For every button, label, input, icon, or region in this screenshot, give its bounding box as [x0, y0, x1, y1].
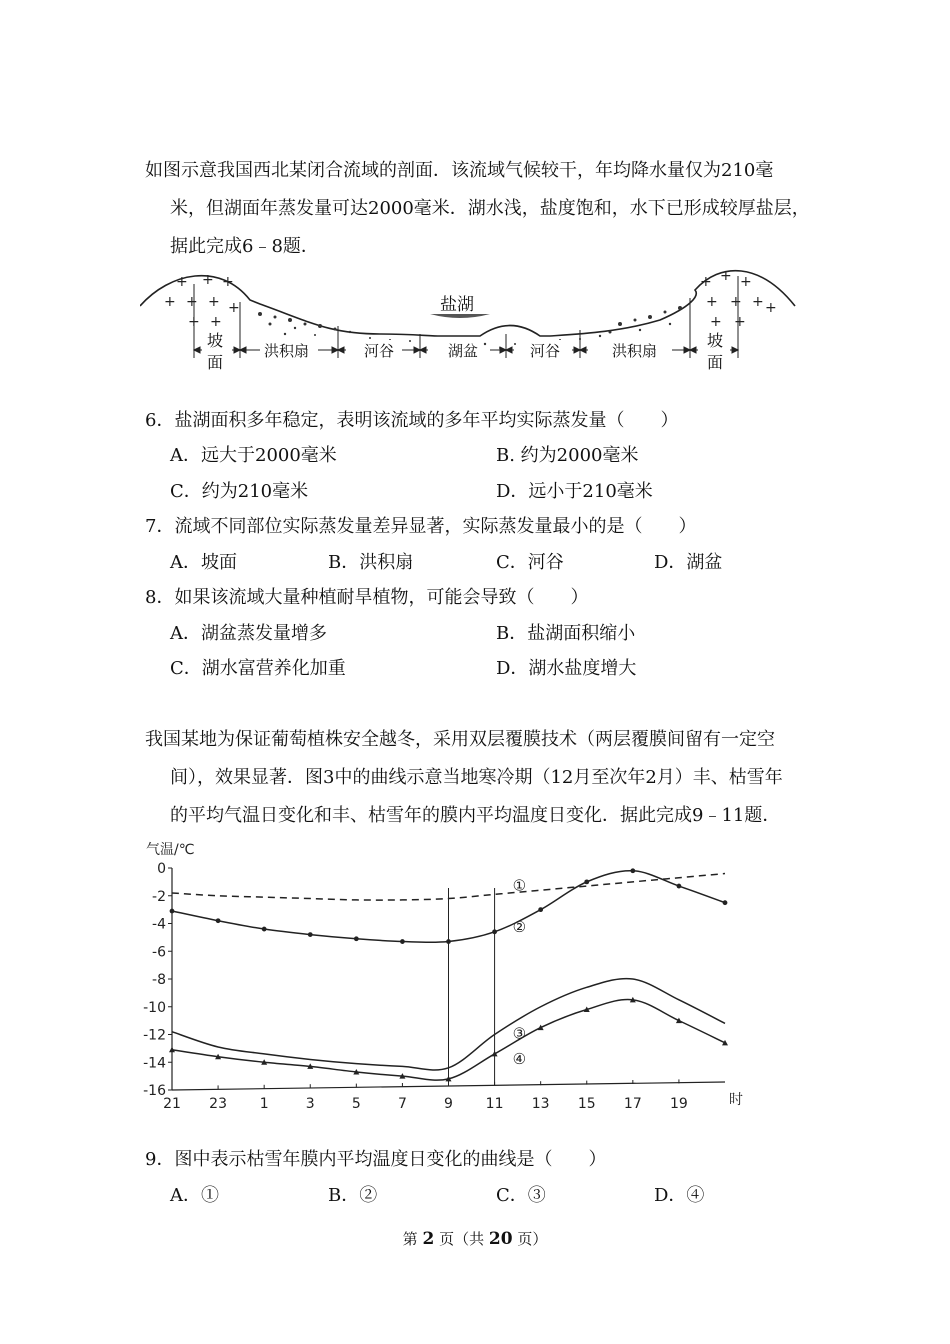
- svg-text:+: +: [700, 274, 712, 290]
- zone-label: 坡面: [206, 331, 223, 372]
- question-9-option-d[interactable]: D．④: [654, 1185, 705, 1206]
- series-2-point: [584, 879, 589, 884]
- zone-alluvial-fan-right: 洪积扇: [612, 342, 658, 360]
- temperature-chart: [130, 838, 750, 1113]
- question-7-option-b[interactable]: B．洪积扇: [328, 552, 414, 573]
- svg-text:+: +: [734, 314, 746, 330]
- zone-slope-left: [204, 330, 226, 374]
- series-2-point: [677, 884, 682, 889]
- question-8-option-d[interactable]: D．湖水盐度增大: [496, 658, 637, 679]
- y-tick-label: -10: [143, 999, 166, 1016]
- x-tick-label: 7: [397, 1096, 407, 1112]
- question-6-option-d[interactable]: D．远小于210毫米: [496, 481, 653, 502]
- svg-text:+: +: [222, 274, 234, 290]
- page-footer: [0, 1228, 950, 1249]
- svg-text:+: +: [765, 300, 777, 316]
- intro1-line3: 据此完成6﹣8题．: [170, 236, 319, 257]
- series-2-point: [446, 939, 451, 944]
- series-2-point: [354, 936, 359, 941]
- x-tick-label: 3: [305, 1096, 315, 1112]
- intro1-line2: 米，但湖面年蒸发量可达2000毫米．湖水浅，盐度饱和，水下已形成较厚盐层，: [170, 198, 810, 219]
- y-tick-label: -2: [152, 888, 166, 905]
- series-label: ②: [512, 917, 527, 936]
- x-tick-label: 19: [670, 1096, 688, 1112]
- question-6-option-b[interactable]: B. 约为2000毫米: [496, 445, 639, 466]
- intro2-line1: 我国某地为保证葡萄植株安全越冬，采用双层覆膜技术（两层覆膜间留有一定空: [145, 729, 775, 750]
- series-2-point: [400, 939, 405, 944]
- question-9-option-a[interactable]: A．①: [170, 1185, 219, 1206]
- x-tick-label: 17: [623, 1096, 642, 1112]
- svg-text:+: +: [208, 294, 220, 310]
- question-7-option-a[interactable]: A．坡面: [170, 552, 237, 573]
- question-8-option-b[interactable]: B．盐湖面积缩小: [496, 623, 636, 644]
- zone-valley-left: 河谷: [364, 342, 395, 360]
- y-tick-label: 0: [157, 861, 166, 877]
- x-tick-label: 5: [351, 1096, 361, 1112]
- svg-text:+: +: [720, 268, 732, 284]
- series-2-point: [723, 900, 728, 905]
- intro2-line2: 间），效果显著．图3中的曲线示意当地寒冷期（12月至次年2月）丰、枯雪年: [170, 767, 783, 788]
- zone-label: 坡面: [706, 331, 723, 372]
- intro2-line3: 的平均气温日变化和丰、枯雪年的膜内平均温度日变化．据此完成9﹣11题．: [170, 805, 781, 826]
- series-label: ④: [512, 1049, 527, 1068]
- question-6-stem: 6．盐湖面积多年稳定，表明该流域的多年平均实际蒸发量（ ）: [145, 410, 679, 431]
- x-tick-label: 23: [209, 1096, 227, 1112]
- question-7-option-c[interactable]: C．河谷: [496, 552, 564, 573]
- svg-text:+: +: [706, 294, 718, 310]
- y-tick-label: -8: [152, 972, 166, 988]
- x-tick-label: 11: [485, 1096, 504, 1112]
- series-2-point: [216, 918, 221, 923]
- y-tick-label: -14: [143, 1055, 166, 1072]
- series-2-point: [262, 927, 267, 932]
- svg-text:+: +: [730, 294, 742, 310]
- question-8-stem: 8．如果该流域大量种植耐旱植物，可能会导致（ ）: [145, 587, 589, 608]
- page-number: 2: [422, 1229, 435, 1249]
- x-tick-label: 13: [531, 1096, 550, 1112]
- svg-text:+: +: [752, 294, 764, 310]
- svg-text:+: +: [740, 274, 752, 290]
- footer-mid: 页（共: [439, 1230, 485, 1248]
- svg-text:+: +: [228, 300, 240, 316]
- zone-lake-basin: 湖盆: [448, 342, 479, 360]
- x-axis-label: 时: [729, 1092, 743, 1108]
- question-8-option-c[interactable]: C．湖水富营养化加重: [170, 658, 346, 679]
- question-6-option-a[interactable]: A．远大于2000毫米: [170, 445, 337, 466]
- svg-text:+: +: [710, 314, 722, 330]
- series-label: ①: [512, 876, 527, 895]
- question-8-option-a[interactable]: A．湖盆蒸发量增多: [170, 623, 327, 644]
- series-2-point: [538, 907, 543, 912]
- y-tick-label: -4: [152, 916, 166, 933]
- series-label: ③: [512, 1024, 527, 1043]
- zone-valley-right: 河谷: [530, 342, 561, 360]
- x-tick-label: 21: [163, 1096, 181, 1112]
- page-total: 20: [488, 1229, 513, 1249]
- y-axis-label: 气温/℃: [146, 842, 195, 858]
- series-4-point: [492, 1051, 498, 1057]
- x-tick-label: 1: [259, 1096, 269, 1112]
- y-tick-label: -12: [143, 1027, 166, 1044]
- svg-text:+: +: [188, 314, 200, 330]
- svg-text:+: +: [186, 294, 198, 310]
- series-2-point: [492, 929, 497, 934]
- question-7-stem: 7．流域不同部位实际蒸发量差异显著，实际蒸发量最小的是（ ）: [145, 516, 697, 537]
- series-2-point: [170, 909, 175, 914]
- series-2-point: [308, 932, 313, 937]
- footer-prefix: 第: [402, 1230, 418, 1248]
- svg-text:+: +: [202, 272, 214, 288]
- svg-text:+: +: [164, 294, 176, 310]
- question-9-option-c[interactable]: C．③: [496, 1185, 546, 1206]
- question-7-option-d[interactable]: D．湖盆: [654, 552, 723, 573]
- x-tick-label: 9: [444, 1096, 453, 1112]
- question-6-option-c[interactable]: C．约为210毫米: [170, 481, 309, 502]
- y-tick-label: -16: [143, 1083, 166, 1099]
- series-2-point: [630, 868, 635, 873]
- intro1-line1: 如图示意我国西北某闭合流域的剖面．该流域气候较干，年均降水量仅为210毫: [145, 160, 774, 181]
- zone-slope-right: [704, 330, 726, 374]
- svg-text:+: +: [210, 314, 222, 330]
- svg-text:+: +: [176, 274, 188, 290]
- zone-alluvial-fan-left: 洪积扇: [264, 342, 310, 360]
- salt-lake-label: 盐湖: [440, 295, 474, 315]
- question-9-stem: 9．图中表示枯雪年膜内平均温度日变化的曲线是（ ）: [145, 1149, 607, 1170]
- y-tick-label: -6: [152, 944, 166, 961]
- x-tick-label: 15: [577, 1096, 596, 1112]
- footer-suffix: 页）: [517, 1230, 548, 1248]
- question-9-option-b[interactable]: B．②: [328, 1185, 378, 1206]
